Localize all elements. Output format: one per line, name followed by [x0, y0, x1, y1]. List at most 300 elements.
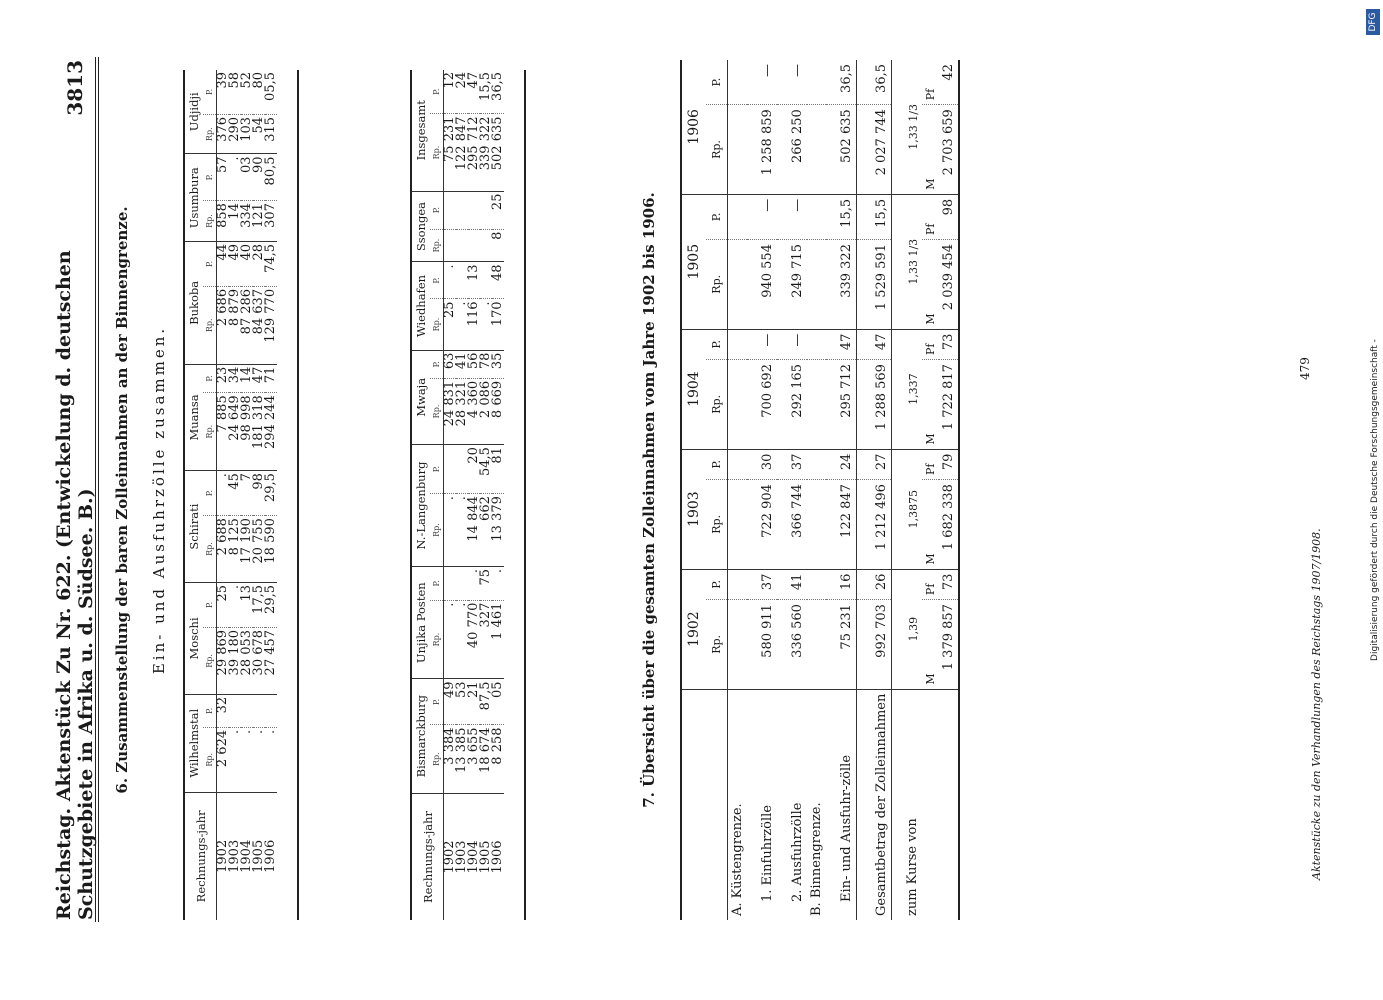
- value-p: [265, 694, 277, 727]
- value-p: 74,5: [265, 241, 277, 286]
- unit-rp: Rp.: [706, 480, 728, 570]
- section-a-row: [728, 60, 748, 920]
- value-rp: 502 635: [826, 105, 857, 195]
- value-p: 32: [217, 694, 230, 727]
- unit-mark: M: [922, 600, 939, 690]
- value-p: —: [777, 329, 807, 359]
- empty-cell: [728, 480, 748, 570]
- empty-cell: [728, 569, 748, 599]
- unit-mark: M: [922, 480, 939, 570]
- unit-mark: M: [922, 360, 939, 450]
- unit-p: P.: [706, 329, 728, 359]
- value-rp: 24 831: [444, 378, 457, 444]
- rate-cell: 1,33 1/3: [892, 194, 923, 329]
- table-row: [492, 70, 504, 920]
- value-rp: 334: [241, 201, 253, 242]
- value-p: 47: [826, 329, 857, 359]
- value-p: 15,5: [480, 70, 492, 114]
- value-p: 12: [444, 70, 457, 114]
- inland-duties-row: [826, 60, 857, 920]
- unit-row: [430, 70, 444, 920]
- value-p: 17,5: [253, 582, 265, 627]
- section-6-title: 6. Zusammenstellung der baren Zolleinnahmen an der Binnengrenze.: [113, 206, 131, 794]
- value-mark: 2 039 454: [939, 240, 959, 330]
- value-rp: 40 770: [468, 600, 480, 679]
- value-rp: 292 165: [777, 360, 807, 450]
- value-p: 40: [241, 241, 253, 286]
- value-p: [456, 191, 468, 229]
- spacer-row: [504, 70, 525, 920]
- header-row: [184, 70, 203, 920]
- value-p: 81: [492, 445, 504, 494]
- value-rp: 8 125: [229, 516, 241, 583]
- value-rp: 13 385: [456, 725, 468, 793]
- year-cell: 1905: [478, 840, 493, 874]
- empty-cell: [807, 449, 826, 479]
- value-p: 52: [241, 70, 253, 114]
- value-rp: 8 879: [229, 286, 241, 364]
- value-rp: 502 635: [492, 114, 504, 191]
- value-rp: [468, 229, 480, 262]
- value-p: 36,5: [826, 60, 857, 105]
- value-p: [229, 694, 241, 727]
- empty-cell: [807, 480, 826, 570]
- value-p: [444, 191, 457, 229]
- value-p: 30: [747, 449, 777, 479]
- table-row: [229, 70, 241, 920]
- empty-cell: [807, 240, 826, 330]
- empty-label: [939, 689, 959, 920]
- empty-cell: [728, 240, 748, 330]
- customs-table-2: [410, 70, 526, 920]
- section-6-subtitle: Ein- und Ausfuhrzölle zusammen.: [150, 325, 168, 675]
- unit-pf: Pf: [922, 569, 939, 599]
- value-rp: 1 288 569: [857, 360, 892, 450]
- unit-p: P.: [203, 471, 217, 516]
- value-rp: 84 637: [253, 286, 265, 364]
- value-rp: 121: [253, 201, 265, 242]
- empty-cell: [807, 194, 826, 239]
- value-rp: 14 844: [468, 494, 480, 567]
- value-rp: 24 649: [229, 393, 241, 471]
- value-p: 37: [777, 449, 807, 479]
- spacer-cell: [277, 70, 298, 920]
- value-rp: [444, 229, 457, 262]
- value-rp: 295 712: [826, 360, 857, 450]
- table-row: [217, 70, 230, 920]
- value-p: .: [444, 262, 457, 299]
- column-header: Usumbura: [184, 154, 203, 241]
- value-mark: 1 722 817: [939, 360, 959, 450]
- export-duties-row: [777, 60, 807, 920]
- unit-p: P.: [430, 70, 444, 114]
- unit-p: P.: [430, 566, 444, 600]
- unit-p: P.: [430, 262, 444, 299]
- table-row: [468, 70, 480, 920]
- value-rp: 2 686: [217, 286, 230, 364]
- spacer-cell: [504, 70, 525, 920]
- column-header: Wilhelmstal: [184, 694, 203, 792]
- value-p: 25: [492, 191, 504, 229]
- value-p: 87,5: [480, 679, 492, 725]
- value-p: 45: [229, 471, 241, 516]
- empty-cell: [728, 105, 748, 195]
- value-rp: 28 321: [456, 378, 468, 444]
- unit-rp: Rp.: [203, 627, 217, 694]
- value-rp: 18 590: [265, 516, 277, 583]
- unit-rp: Rp.: [706, 105, 728, 195]
- unit-p: P.: [706, 449, 728, 479]
- year-cell: 1906: [490, 840, 505, 874]
- empty-cell: [807, 569, 826, 599]
- table-row: [241, 70, 253, 920]
- column-header: Mwaja: [411, 350, 430, 444]
- value-p: —: [777, 194, 807, 239]
- section-b-row: [807, 60, 826, 920]
- column-header-year: Rechnungs-jahr: [184, 792, 217, 920]
- unit-rp: Rp.: [430, 378, 444, 444]
- value-rp: 940 554: [747, 240, 777, 330]
- header-rule-2: [98, 57, 99, 922]
- value-p: —: [747, 194, 777, 239]
- value-p: 47: [468, 70, 480, 114]
- value-p: 7: [241, 471, 253, 516]
- value-p: 29,5: [265, 471, 277, 516]
- unit-pf: Pf: [922, 194, 939, 239]
- value-rp: 315: [265, 114, 277, 154]
- value-rp: 18 674: [480, 725, 492, 793]
- year-header: 1902: [681, 569, 706, 689]
- section-7-title: 7. Übersicht über die gesamten Zolleinnahmen vom Jahre 1902 bis 1906.: [640, 192, 658, 808]
- value-p: 48: [492, 262, 504, 299]
- value-p: [253, 694, 265, 727]
- value-p: 90: [253, 154, 265, 201]
- value-rp: .: [456, 299, 468, 350]
- unit-rp: Rp.: [706, 360, 728, 450]
- value-p: 28: [253, 241, 265, 286]
- unit-p: P.: [203, 241, 217, 286]
- value-p: .: [229, 582, 241, 627]
- value-rp: 662: [480, 494, 492, 567]
- value-rp: 580 911: [747, 600, 777, 690]
- value-rp: 25: [444, 299, 457, 350]
- value-rp: 858: [217, 201, 230, 242]
- value-p: 05,5: [265, 70, 277, 114]
- value-p: 44: [217, 241, 230, 286]
- value-rp: 8 669: [492, 378, 504, 444]
- column-header: Insgesamt: [411, 70, 430, 191]
- table-row: [265, 70, 277, 920]
- value-p: 15,5: [826, 194, 857, 239]
- row-label: Ein- und Ausfuhr-zölle: [826, 689, 857, 920]
- empty-cell: [807, 329, 826, 359]
- value-p: .: [492, 566, 504, 600]
- value-p: 14: [241, 364, 253, 393]
- unit-p: P.: [706, 569, 728, 599]
- value-p: .: [468, 566, 480, 600]
- rate-cell: 1,33 1/3: [892, 60, 923, 194]
- value-pf: 73: [939, 329, 959, 359]
- column-header: Moschi: [184, 582, 203, 694]
- value-rp: 700 692: [747, 360, 777, 450]
- empty-cell: [807, 60, 826, 105]
- value-rp: .: [265, 727, 277, 792]
- empty-label: [922, 689, 939, 920]
- value-rp: 339 322: [480, 114, 492, 191]
- value-p: 41: [777, 569, 807, 599]
- value-rp: 2 688: [217, 516, 230, 583]
- value-p: 41: [456, 350, 468, 378]
- row-label-header: [681, 689, 728, 920]
- mark-values-row: [939, 60, 959, 920]
- digitization-note: Digitalisierung gefördert durch die Deutsche Forschungsgemeinschaft -: [1370, 339, 1380, 661]
- unit-mark: M: [922, 105, 939, 195]
- page-header: [55, 60, 95, 920]
- unit-rp: Rp.: [706, 600, 728, 690]
- unit-rp: Rp.: [203, 201, 217, 242]
- value-rp: 14: [229, 201, 241, 242]
- unit-rp: Rp.: [203, 516, 217, 583]
- column-header: Bukoba: [184, 241, 203, 364]
- value-rp: 17 190: [241, 516, 253, 583]
- value-rp: 27 457: [265, 627, 277, 694]
- value-rp: .: [253, 727, 265, 792]
- value-rp: 992 703: [857, 600, 892, 690]
- unit-rp: Rp.: [203, 286, 217, 364]
- value-rp: .: [456, 600, 468, 679]
- value-rp: .: [456, 494, 468, 567]
- empty-cell: [807, 600, 826, 690]
- column-header: Schirati: [184, 471, 203, 583]
- unit-p: P.: [430, 445, 444, 494]
- value-rp: 2 027 744: [857, 105, 892, 195]
- value-rp: 98 998: [241, 393, 253, 471]
- year-cell: 1902: [442, 840, 457, 874]
- value-rp: 75 231: [444, 114, 457, 191]
- value-rp: 13 379: [492, 494, 504, 567]
- value-p: 16: [826, 569, 857, 599]
- year-cell: 1904: [466, 840, 481, 874]
- value-p: 58: [229, 70, 241, 114]
- value-rp: .: [444, 600, 457, 679]
- value-rp: 8 258: [492, 725, 504, 793]
- value-rp: 7 885: [217, 393, 230, 471]
- value-p: 56: [468, 350, 480, 378]
- value-rp: 295 712: [468, 114, 480, 191]
- year-cell: 1904: [239, 839, 254, 873]
- dfg-logo: DFG: [1366, 9, 1380, 35]
- unit-rp: Rp.: [706, 240, 728, 330]
- unit-rp: Rp.: [430, 725, 444, 793]
- value-p: 80: [253, 70, 265, 114]
- unit-rp: Rp.: [430, 600, 444, 679]
- value-p: 54,5: [480, 445, 492, 494]
- value-p: 20: [468, 445, 480, 494]
- value-p: 15,5: [857, 194, 892, 239]
- value-p: [468, 191, 480, 229]
- rate-cell: 1,3875: [892, 449, 923, 569]
- unit-rp: Rp.: [203, 393, 217, 471]
- value-rp: 181 318: [253, 393, 265, 471]
- unit-pf: Pf: [922, 449, 939, 479]
- value-rp: 87 286: [241, 286, 253, 364]
- column-header: Muansa: [184, 364, 203, 470]
- empty-cell: [728, 600, 748, 690]
- year-cell: 1903: [454, 840, 469, 874]
- import-duties-row: [747, 60, 777, 920]
- value-rp: 1 461: [492, 600, 504, 679]
- year-cell: 1902: [215, 839, 230, 873]
- total-row: [857, 60, 892, 920]
- value-p: 53: [456, 679, 468, 725]
- unit-p: P.: [706, 194, 728, 239]
- row-label: 1. Einfuhrzölle: [760, 804, 775, 902]
- value-rp: 294 244: [265, 393, 277, 471]
- value-p: 34: [229, 364, 241, 393]
- value-p: 36,5: [492, 70, 504, 114]
- value-rp: 336 560: [777, 600, 807, 690]
- rate-cell: 1,39: [892, 569, 923, 689]
- table-row: [456, 70, 468, 920]
- value-rp: 129 770: [265, 286, 277, 364]
- value-p: 49: [444, 679, 457, 725]
- footer-page-number: 479: [1298, 357, 1312, 380]
- value-rp: .: [480, 299, 492, 350]
- value-pf: 98: [939, 194, 959, 239]
- value-rp: 103: [241, 114, 253, 154]
- header-page-number: 3813: [63, 60, 87, 116]
- value-rp: 376: [217, 114, 230, 154]
- value-p: 13: [468, 262, 480, 299]
- unit-p: P.: [203, 694, 217, 727]
- row-label: B. Binnengrenze.: [809, 802, 824, 916]
- value-rp: 249 715: [777, 240, 807, 330]
- value-p: 63: [444, 350, 457, 378]
- value-p: 98: [253, 471, 265, 516]
- value-rp: 339 322: [826, 240, 857, 330]
- value-rp: 307: [265, 201, 277, 242]
- unit-pf: Pf: [922, 60, 939, 105]
- value-p: 49: [229, 241, 241, 286]
- customs-table-1: [183, 70, 299, 920]
- value-mark: 1 379 857: [939, 600, 959, 690]
- value-p: 03: [241, 154, 253, 201]
- value-p: [241, 694, 253, 727]
- value-p: 26: [857, 569, 892, 599]
- unit-rp: Rp.: [430, 299, 444, 350]
- header-title: Reichstag. Aktenstück Zu Nr. 622. (Entwickelung d. deutschen Schutzgebiete in Afrika u. d. Südsee. B.): [53, 250, 97, 920]
- empty-cell: [728, 60, 748, 105]
- value-rp: 3 655: [468, 725, 480, 793]
- value-p: —: [777, 60, 807, 105]
- column-header: Udjidji: [184, 70, 203, 154]
- value-rp: 722 904: [747, 480, 777, 570]
- unit-rp: Rp.: [430, 114, 444, 191]
- value-rp: 366 744: [777, 480, 807, 570]
- unit-mark: M: [922, 240, 939, 330]
- year-cell: 1903: [227, 839, 242, 873]
- value-rp: 1 212 496: [857, 480, 892, 570]
- value-p: —: [747, 60, 777, 105]
- value-p: 35: [492, 350, 504, 378]
- value-mark: 2 703 659: [939, 105, 959, 195]
- value-p: 75: [480, 566, 492, 600]
- value-rp: 2 086: [480, 378, 492, 444]
- empty-cell: [728, 360, 748, 450]
- table-row: [444, 70, 457, 920]
- year-header: 1904: [681, 329, 706, 449]
- column-header: Unjika Posten: [411, 566, 430, 678]
- header-row: [411, 70, 430, 920]
- value-p: 39: [217, 70, 230, 114]
- value-p: 05: [492, 679, 504, 725]
- value-p: 36,5: [857, 60, 892, 105]
- value-rp: 290: [229, 114, 241, 154]
- value-rp: 54: [253, 114, 265, 154]
- value-rp: [456, 229, 468, 262]
- customs-overview-table: [680, 60, 960, 920]
- value-p: 80,5: [265, 154, 277, 201]
- row-label: zum Kurse von: [905, 818, 920, 916]
- exchange-rate-row: [892, 60, 923, 920]
- value-rp: 39 180: [229, 627, 241, 694]
- year-header-row: [681, 60, 706, 920]
- empty-cell: [728, 194, 748, 239]
- unit-p: P.: [203, 154, 217, 201]
- rate-cell: 1,337: [892, 329, 923, 449]
- year-cell: 1905: [251, 839, 266, 873]
- value-pf: 42: [939, 60, 959, 105]
- value-pf: 73: [939, 569, 959, 599]
- column-header: N.-Langenburg: [411, 445, 430, 567]
- value-p: —: [747, 329, 777, 359]
- value-rp: 8: [492, 229, 504, 262]
- value-p: 47: [253, 364, 265, 393]
- value-p: 57: [217, 154, 230, 201]
- empty-cell: [728, 449, 748, 479]
- value-p: 25: [217, 582, 230, 627]
- value-p: [444, 445, 457, 494]
- row-label: A. Küstengrenze.: [730, 803, 745, 916]
- value-rp: 20 755: [253, 516, 265, 583]
- value-rp: 28 053: [241, 627, 253, 694]
- year-cell: 1906: [263, 839, 278, 873]
- value-rp: 266 250: [777, 105, 807, 195]
- value-rp: 122 847: [456, 114, 468, 191]
- empty-cell: [807, 105, 826, 195]
- value-p: [444, 566, 457, 600]
- value-rp: 170: [492, 299, 504, 350]
- value-rp: 116: [468, 299, 480, 350]
- unit-p: P.: [430, 350, 444, 378]
- value-p: 78: [480, 350, 492, 378]
- value-rp: .: [444, 494, 457, 567]
- value-rp: .: [229, 727, 241, 792]
- value-p: .: [229, 154, 241, 201]
- value-p: 21: [468, 679, 480, 725]
- value-p: 23: [217, 364, 230, 393]
- value-rp: 30 678: [253, 627, 265, 694]
- value-rp: 29 869: [217, 627, 230, 694]
- value-rp: 75 231: [826, 600, 857, 690]
- column-header: Ssongea: [411, 191, 430, 262]
- empty-cell: [807, 360, 826, 450]
- value-p: 37: [747, 569, 777, 599]
- column-header: Bismarckburg: [411, 679, 430, 794]
- year-header: 1906: [681, 60, 706, 194]
- value-rp: 327: [480, 600, 492, 679]
- value-p: .: [217, 471, 230, 516]
